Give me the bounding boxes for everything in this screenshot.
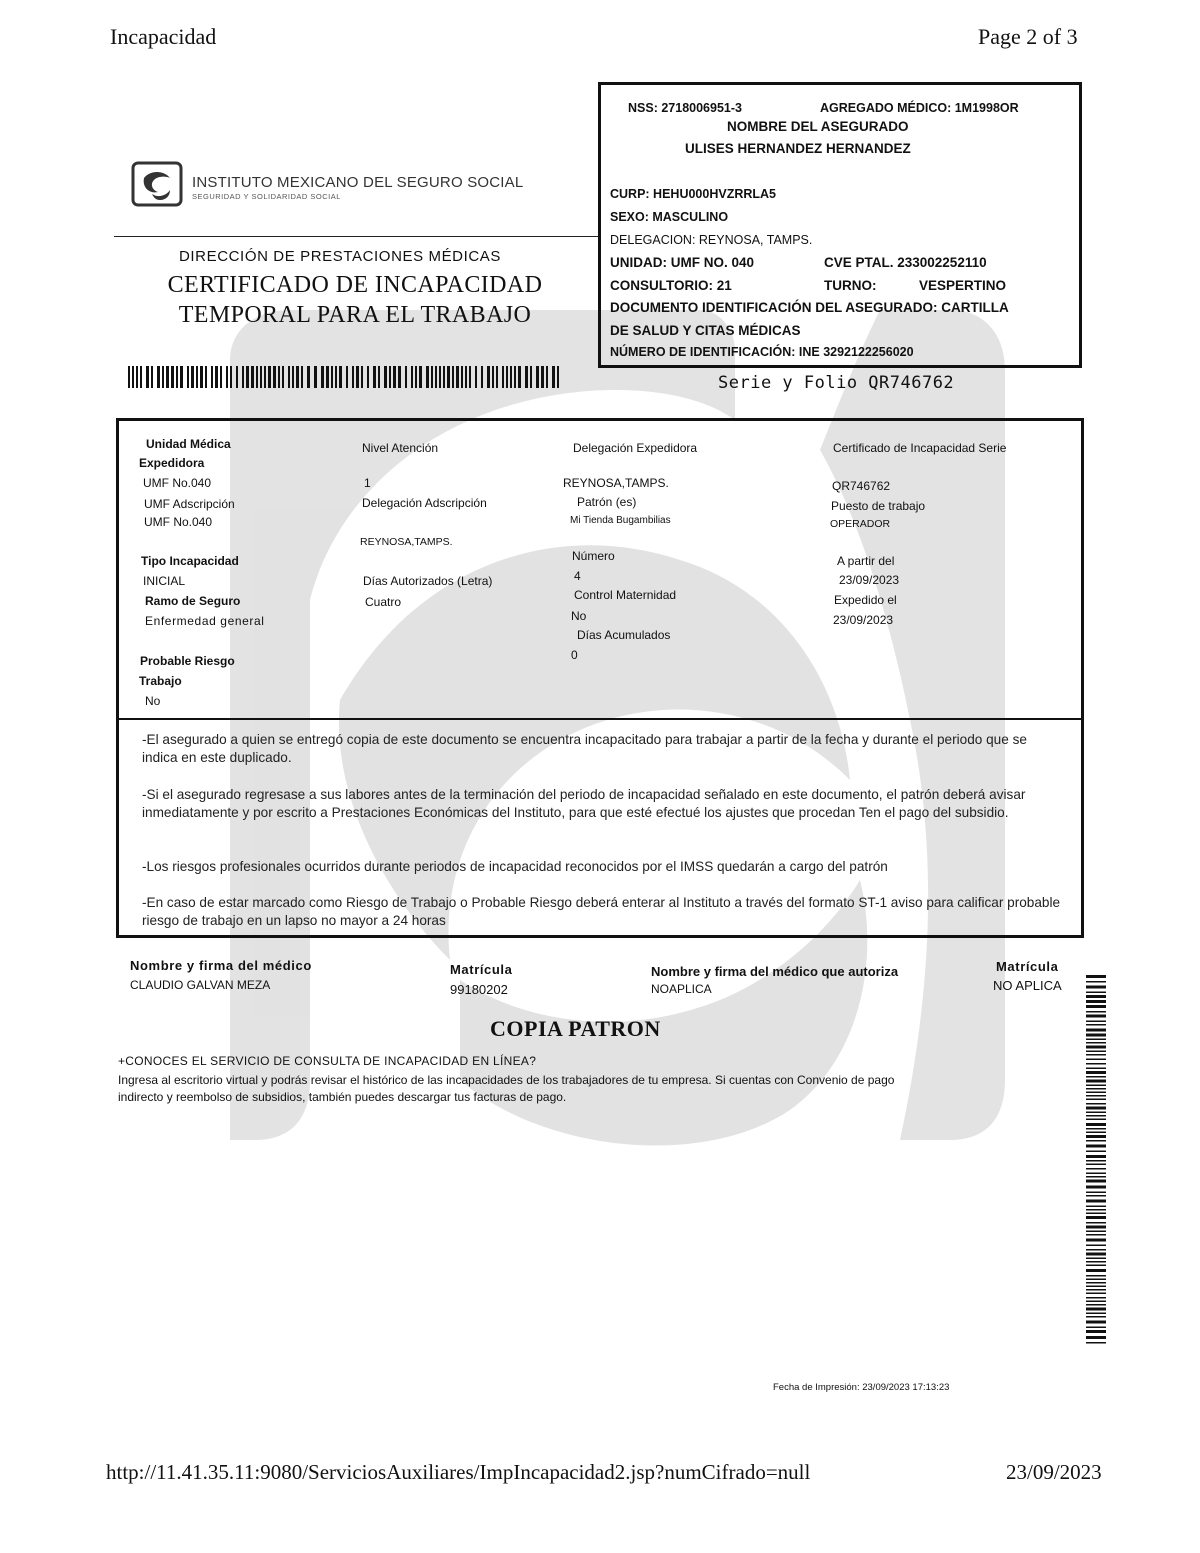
probable-riesgo-value: No	[145, 694, 161, 708]
certificate-title-line2: TEMPORAL PARA EL TRABAJO	[178, 302, 532, 328]
footer-url: http://11.41.35.11:9080/ServiciosAuxiliares/ImpIncapacidad2.jsp?numCifrado=null	[106, 1460, 811, 1484]
logo-tagline: SEGURIDAD Y SOLIDARIDAD SOCIAL	[192, 192, 341, 201]
patron-value: Mi Tienda Bugambilias	[570, 515, 671, 526]
expedido-label: Expedido el	[834, 593, 897, 607]
consultorio: CONSULTORIO: 21	[610, 278, 732, 293]
unidad: UNIDAD: UMF NO. 040	[610, 255, 755, 270]
delegacion-adscripcion-value: REYNOSA,TAMPS.	[360, 536, 453, 548]
expedido-value: 23/09/2023	[833, 613, 894, 627]
certificate-title-line1: CERTIFICADO DE INCAPACIDAD	[167, 272, 543, 298]
grid-divider	[118, 718, 1082, 720]
curp: CURP: HEHU000HVZRRLA5	[610, 187, 776, 201]
turno-label: TURNO:	[824, 278, 877, 293]
medico-name: CLAUDIO GALVAN MEZA	[130, 978, 271, 992]
umf-adscripcion-label: UMF Adscripción	[144, 497, 235, 511]
note-3: -Los riesgos profesionales ocurridos durante periodos de incapacidad reconocidos por el IMSS quedarán a cargo del patrón	[142, 859, 888, 874]
probable-riesgo-label: Probable Riesgo	[140, 654, 235, 668]
dias-acumulados-label: Días Acumulados	[577, 628, 671, 642]
serie-folio: Serie y Folio QR746762	[718, 373, 955, 393]
ramo-seguro-label: Ramo de Seguro	[145, 594, 241, 608]
cve-ptal: CVE PTAL. 233002252110	[824, 255, 987, 270]
agregado-medico: AGREGADO MÉDICO: 1M1998OR	[820, 101, 1019, 115]
matricula2-label: Matrícula	[996, 959, 1059, 974]
delegacion: DELEGACION: REYNOSA, TAMPS.	[610, 233, 813, 247]
cert-serie-label: Certificado de Incapacidad Serie	[833, 441, 1007, 455]
turno: VESPERTINO	[919, 278, 1007, 293]
servicio-title: +CONOCES EL SERVICIO DE CONSULTA DE INCAPACIDAD EN LÍNEA?	[118, 1054, 537, 1068]
vertical-barcode	[1086, 975, 1106, 1347]
fecha-impresion: Fecha de Impresión: 23/09/2023 17:13:23	[773, 1382, 950, 1393]
insured-info-box	[598, 82, 1082, 368]
autoriza-label: Nombre y firma del médico que autoriza	[651, 964, 899, 979]
dias-acumulados-value: 0	[571, 648, 578, 662]
puesto-value: OPERADOR	[830, 518, 891, 530]
dias-autorizados-label: Días Autorizados (Letra)	[363, 574, 493, 588]
matricula2-value: NO APLICA	[993, 978, 1062, 993]
footer-date: 23/09/2023	[1006, 1460, 1102, 1484]
matricula-label: Matrícula	[450, 962, 513, 977]
umf-adscripcion-value: UMF No.040	[144, 515, 213, 529]
copia-heading: COPIA PATRON	[490, 1016, 661, 1041]
a-partir-value: 23/09/2023	[839, 573, 900, 587]
cert-serie-value: QR746762	[832, 479, 891, 493]
tipo-incapacidad-value: INICIAL	[143, 574, 186, 588]
divider	[114, 236, 600, 237]
direction-heading: DIRECCIÓN DE PRESTACIONES MÉDICAS	[178, 248, 502, 265]
sexo: SEXO: MASCULINO	[610, 210, 729, 224]
nivel-atencion-value: 1	[364, 476, 371, 490]
delegacion-adscripcion-label: Delegación Adscripción	[362, 496, 487, 510]
nivel-atencion-label: Nivel Atención	[362, 441, 439, 455]
page-header-title: Incapacidad	[110, 24, 217, 49]
documento-line1: DOCUMENTO IDENTIFICACIÓN DEL ASEGURADO: CARTILLA	[610, 300, 1009, 315]
tipo-incapacidad-label: Tipo Incapacidad	[141, 554, 239, 568]
nss: NSS: 2718006951-3	[628, 101, 742, 115]
probable-riesgo-label-2: Trabajo	[139, 674, 182, 688]
imss-logo-icon	[130, 160, 186, 208]
note-2: -Si el asegurado regresase a sus labores antes de la terminación del periodo de incapacidad señalado en este documento, el patrón deberá avisar inmediatamente y por escrito a Prestaciones Económicas del Instituto, para que esté efectué los ajustes que procedan Ten el pago del subsidio.	[142, 787, 1026, 820]
delegacion-expedidora-label: Delegación Expedidora	[573, 441, 698, 455]
barcode	[126, 366, 566, 388]
medico-label: Nombre y firma del médico	[130, 958, 312, 973]
logo-name: INSTITUTO MEXICANO DEL SEGURO SOCIAL	[192, 174, 524, 191]
a-partir-label: A partir del	[837, 554, 895, 568]
ramo-seguro-value: Enfermedad general	[145, 614, 265, 628]
control-maternidad-value: No	[571, 609, 587, 623]
note-4: -En caso de estar marcado como Riesgo de Trabajo o Probable Riesgo deberá enterar al Instituto a través del formato ST-1 aviso para calificar probable riesgo de trabajo en un lapso no mayor a 24 horas	[142, 895, 1061, 928]
matricula-value: 99180202	[450, 982, 508, 997]
insured-name-label: NOMBRE DEL ASEGURADO	[727, 119, 909, 134]
page-number: Page 2 of 3	[978, 24, 1078, 49]
control-maternidad-label: Control Maternidad	[574, 588, 677, 602]
delegacion-expedidora-value: REYNOSA,TAMPS.	[563, 476, 669, 490]
unidad-medica-value: UMF No.040	[143, 476, 212, 490]
autoriza-name: NOAPLICA	[651, 982, 712, 996]
insured-name: ULISES HERNANDEZ HERNANDEZ	[685, 141, 911, 156]
numero-value: 4	[574, 569, 581, 583]
dias-autorizados-value: Cuatro	[365, 595, 402, 609]
servicio-body: Ingresa al escritorio virtual y podrás revisar el histórico de las incapacidades de los trabajadores de tu empresa. Si cuentas con Convenio de pago indirecto y reembolso de subsidios, también puedes descargar tus facturas de pago.	[118, 1073, 895, 1104]
puesto-label: Puesto de trabajo	[831, 499, 926, 513]
patron-label: Patrón (es)	[577, 495, 637, 509]
identificacion: NÚMERO DE IDENTIFICACIÓN: INE 3292122256020	[610, 345, 914, 359]
unidad-medica-label-2: Expedidora	[139, 456, 205, 470]
note-1: -El asegurado a quien se entregó copia de este documento se encuentra incapacitado para trabajar a partir de la fecha y durante el periodo que se indica en este duplicado.	[142, 732, 1027, 765]
documento-line2: DE SALUD Y CITAS MÉDICAS	[610, 323, 801, 338]
unidad-medica-label: Unidad Médica	[146, 437, 231, 451]
numero-label: Número	[572, 549, 615, 563]
